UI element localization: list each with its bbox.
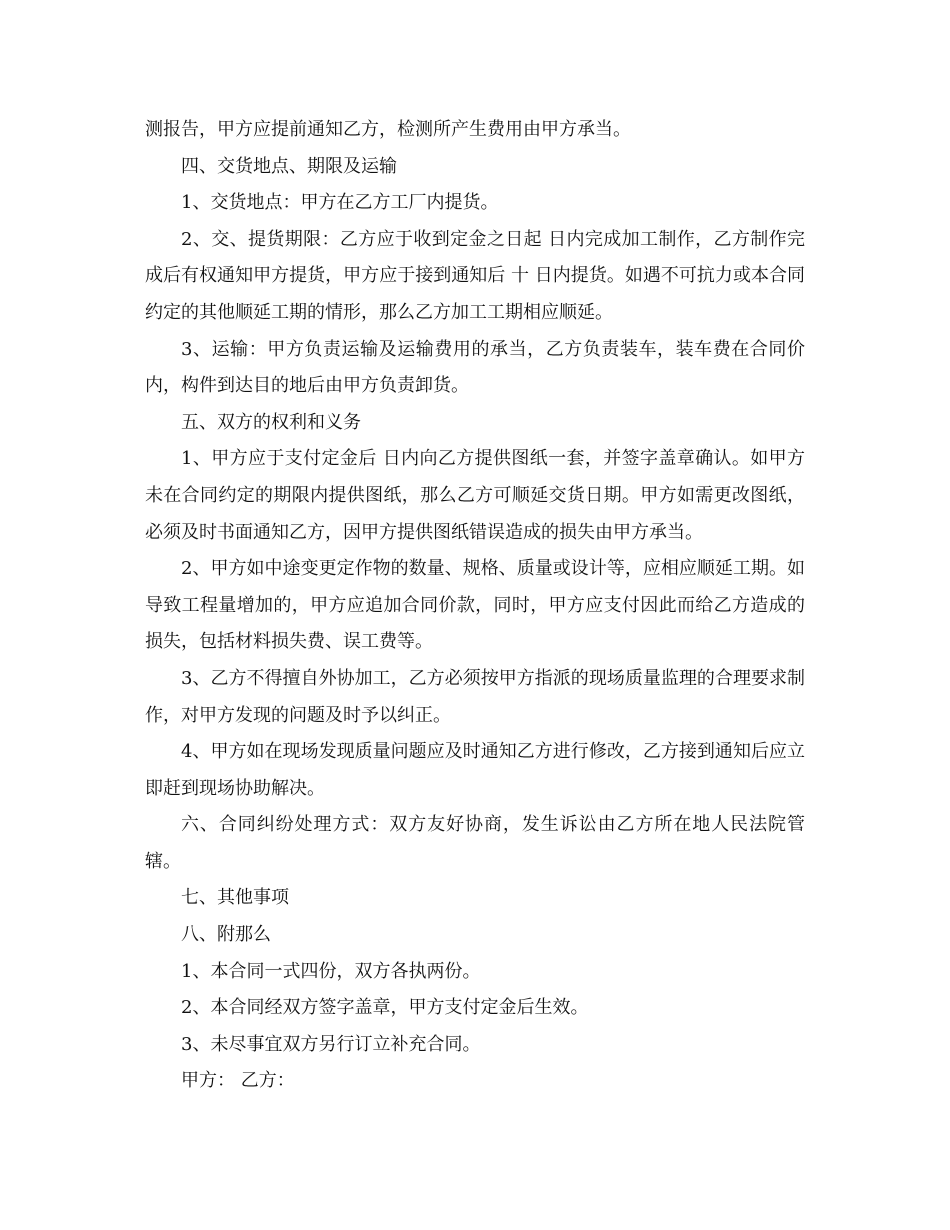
clause-quality-issues: 4、甲方如在现场发现质量问题应及时通知乙方进行修改，乙方接到通知后应立即赶到现场协助解决。	[145, 741, 805, 799]
section-heading-rights: 五、双方的权利和义务	[181, 411, 361, 433]
clause-outsourcing: 3、乙方不得擅自外协加工，乙方必须按甲方指派的现场质量监理的合理要求制作，对甲方发现的问题及时予以纠正。	[145, 667, 805, 726]
section-heading-disputes: 六、合同纠纷处理方式：双方友好协商，发生诉讼由乙方所在地人民法院管辖。	[145, 814, 805, 872]
paragraph-continuation: 测报告，甲方应提前通知乙方，检测所产生费用由甲方承当。	[145, 119, 631, 140]
clause-effective: 2、本合同经双方签字盖章，甲方支付定金后生效。	[181, 997, 589, 1019]
clause-supplementary: 3、未尽事宜双方另行订立补充合同。	[181, 1033, 481, 1055]
signature-line: 甲方： 乙方：	[181, 1070, 295, 1092]
clause-drawings: 1、甲方应于支付定金后 日内向乙方提供图纸一套，并签字盖章确认。如甲方未在合同约定的期限内提供图纸，那么乙方可顺延交货日期。甲方如需更改图纸，必须及时书面通知乙方，因甲方提供图纸错误造成的损失由甲方承当。	[145, 448, 805, 543]
clause-transport: 3、运输：甲方负责运输及运输费用的承当，乙方负责装车，装车费在合同价内，构件到达目的地后由甲方负责卸货。	[145, 338, 805, 397]
section-heading-delivery: 四、交货地点、期限及运输	[181, 155, 397, 177]
clause-delivery-period: 2、交、提货期限：乙方应于收到定金之日起 日内完成加工制作，乙方制作完成后有权通知甲方提货，甲方应于接到通知后 十 日内提货。如遇不可抗力或本合同约定的其他顺延工期的情形，那么乙方加工工期相应顺延。	[145, 228, 805, 323]
section-heading-appendix: 八、附那么	[181, 924, 271, 946]
clause-changes: 2、甲方如中途变更定作物的数量、规格、质量或设计等，应相应顺延工期。如导致工程量增加的，甲方应追加合同价款，同时，甲方应支付因此而给乙方造成的损失，包括材料损失费、误工费等。	[145, 558, 805, 653]
section-heading-other: 七、其他事项	[181, 887, 289, 909]
clause-delivery-location: 1、交货地点：甲方在乙方工厂内提货。	[181, 192, 499, 214]
clause-copies: 1、本合同一式四份，双方各执两份。	[181, 960, 481, 982]
document-body	[145, 112, 805, 1100]
